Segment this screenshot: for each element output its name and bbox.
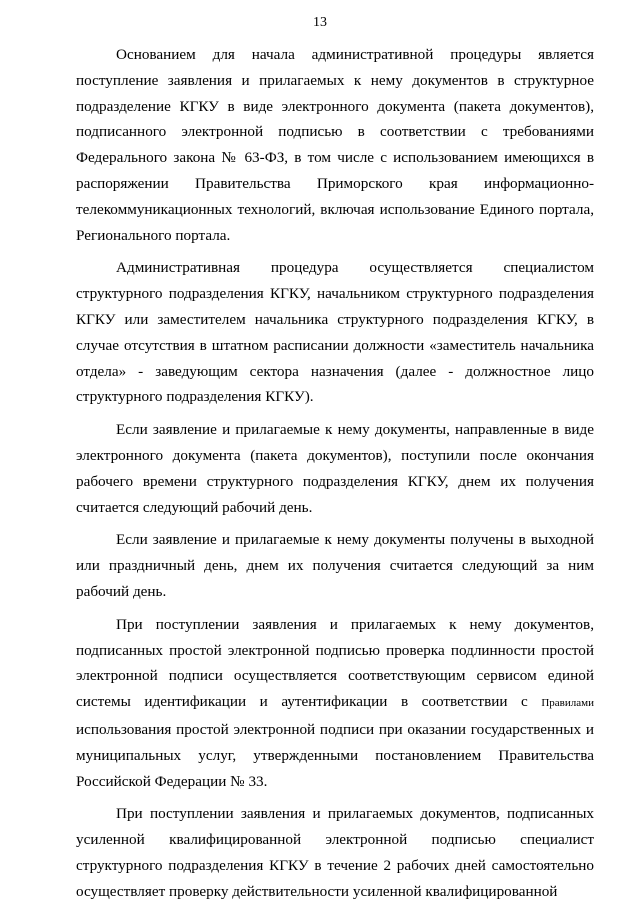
page-number: 13 xyxy=(313,15,327,30)
document-body xyxy=(76,42,594,912)
rules-reference-text: Правилами xyxy=(541,697,594,710)
paragraph-procedure-performer: Административная процедура осуществляется специалистом структурного подразделения КГКУ, начальником структурного подразделения КГКУ или заместителем начальника структурного подразделения КГКУ, в случае отсутствия в штатном расписании должности «заместитель начальника отдела» - заведующим сектора назначения (далее - должностное лицо структурного подразделения КГКУ). xyxy=(76,259,594,406)
paragraph-simple-signature-part-2: использования простой электронной подписи при оказании государственных и муниципальных услуг, утвержденными постановлением Правительства Российской Федерации № 33. xyxy=(76,720,594,790)
paragraph-qualified-signature: При поступлении заявления и прилагаемых документов, подписанных усиленной квалифицированной электронной подписью специалист структурного подразделения КГКУ в течение 2 рабочих дней самостоятельно осуществляет проверку действительности усиленной квалифицированной xyxy=(76,805,594,900)
paragraph-holiday: Если заявление и прилагаемые к нему документы получены в выходной или праздничный день, днем их получения считается следующий за ним рабочий день. xyxy=(76,531,594,600)
paragraph-simple-signature xyxy=(76,612,594,795)
paragraph-after-hours: Если заявление и прилагаемые к нему документы, направленные в виде электронного документа (пакета документов), поступили после окончания рабочего времени структурного подразделения КГКУ, днем их получения считается следующий рабочий день. xyxy=(76,421,594,516)
paragraph-simple-signature-part-1: При поступлении заявления и прилагаемых к нему документов, подписанных простой электронной подписью проверка подлинности простой электронной подписи осуществляется соответствующим сервисом единой системы идентификации и аутентификации в соответствии с xyxy=(76,615,594,711)
paragraph-basis: Основанием для начала административной процедуры является поступление заявления и прилагаемых к нему документов в структурное подразделение КГКУ в виде электронного документа (пакета документов), подписанного электронной подписью в соответствии с требованиями Федерального закона № 63-ФЗ, в том числе с использованием имеющихся в распоряжении Правительства Приморского края информационно-телекоммуникационных технологий, включая использование Единого портала, Регионального портала. xyxy=(76,46,594,244)
